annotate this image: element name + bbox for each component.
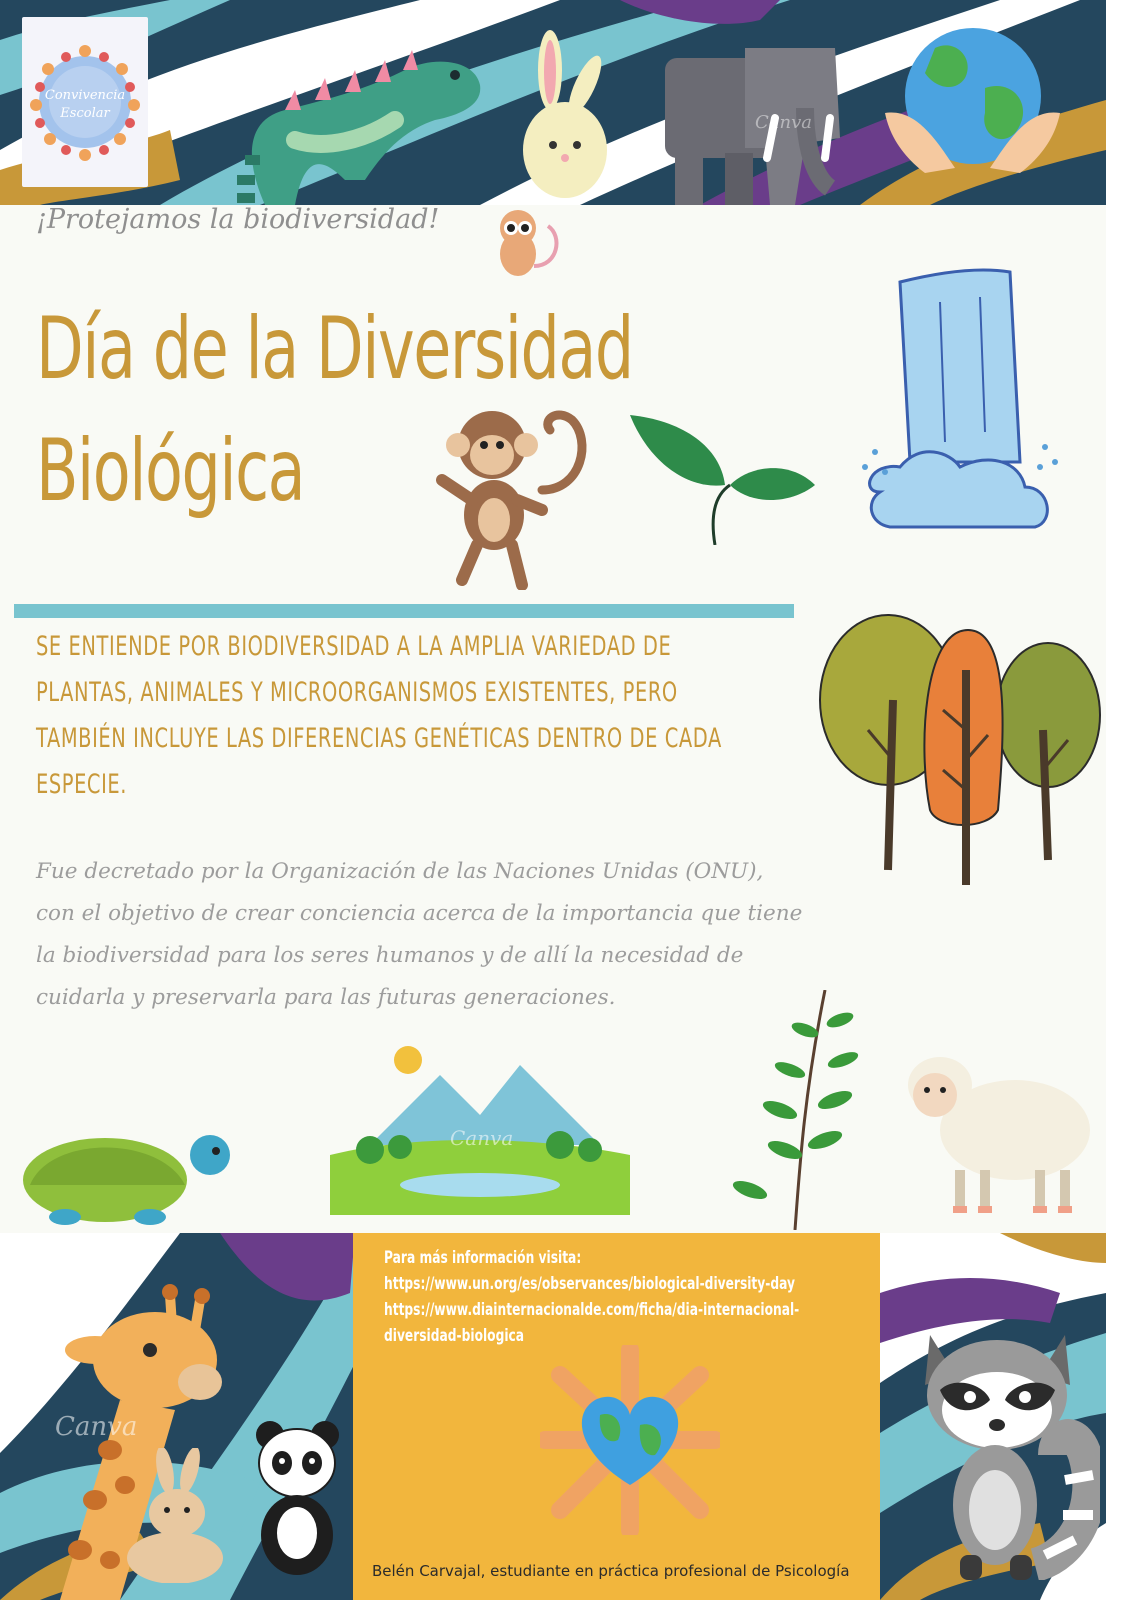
body-line: cuidarla y preservarla para las futuras generaciones. [36, 985, 616, 1010]
sheep-icon [895, 1040, 1095, 1215]
title-line-2: Biológica [36, 421, 305, 521]
tarsier-icon [488, 206, 568, 278]
body-line: con el objetivo de crear conciencia acerca de la importancia que tiene [36, 901, 803, 926]
body-paragraph [36, 851, 836, 1019]
body-line: la biodiversidad para los seres humanos y de allí la necesidad de [36, 943, 744, 968]
rabbit-icon [515, 30, 635, 205]
turtle-icon [20, 1125, 230, 1225]
canva-watermark: Canva [55, 1412, 138, 1442]
lead-line: ESPECIE. [36, 769, 128, 800]
earth-in-hands-icon [885, 18, 1060, 173]
info-link-un[interactable]: https://www.un.org/es/observances/biological-diversity-day [384, 1274, 795, 1294]
info-link-diainternacional-cont[interactable]: diversidad-biologica [384, 1326, 525, 1346]
info-text [384, 1245, 859, 1349]
info-link-diainternacional[interactable]: https://www.diainternacionalde.com/ficha/dia-internacional- [384, 1300, 800, 1320]
bunny-icon [115, 1448, 235, 1583]
heart-earth-icon [540, 1345, 720, 1535]
author-credit: Belén Carvajal, estudiante en práctica profesional de Psicología [372, 1562, 850, 1580]
body-line: Fue decretado por la Organización de las Naciones Unidas (ONU), [36, 859, 764, 884]
branch-icon [725, 990, 885, 1230]
canva-watermark: Canva [755, 112, 812, 133]
lead-line: SE ENTIENDE POR BIODIVERSIDAD A LA AMPLIA VARIEDAD DE [36, 631, 672, 662]
lead-paragraph [36, 624, 799, 808]
raccoon-icon [915, 1315, 1100, 1580]
canva-watermark: Canva [450, 1126, 514, 1150]
iguana-icon [225, 40, 485, 205]
lead-line: TAMBIÉN INCLUYE LAS DIFERENCIAS GENÉTICAS DENTRO DE CADA [36, 723, 722, 754]
trees-icon [818, 610, 1103, 895]
lead-line: PLANTAS, ANIMALES Y MICROORGANISMOS EXISTENTES, PERO [36, 677, 678, 708]
info-heading: Para más información visita: [384, 1248, 582, 1268]
monkey-icon [432, 400, 607, 590]
title-line-1: Día de la Diversidad [36, 299, 633, 399]
section-divider [14, 604, 794, 618]
sprout-icon [630, 415, 820, 545]
elephant-icon [655, 48, 845, 205]
subtitle: ¡Protejamos la biodiversidad! [36, 204, 440, 235]
panda-icon [250, 1415, 345, 1575]
convivencia-escolar-logo [22, 17, 148, 187]
landscape-icon [330, 1035, 630, 1235]
svg-text:Escolar: Escolar [60, 106, 110, 121]
waterfall-icon [840, 262, 1080, 572]
svg-text:Convivencia: Convivencia [44, 88, 126, 103]
